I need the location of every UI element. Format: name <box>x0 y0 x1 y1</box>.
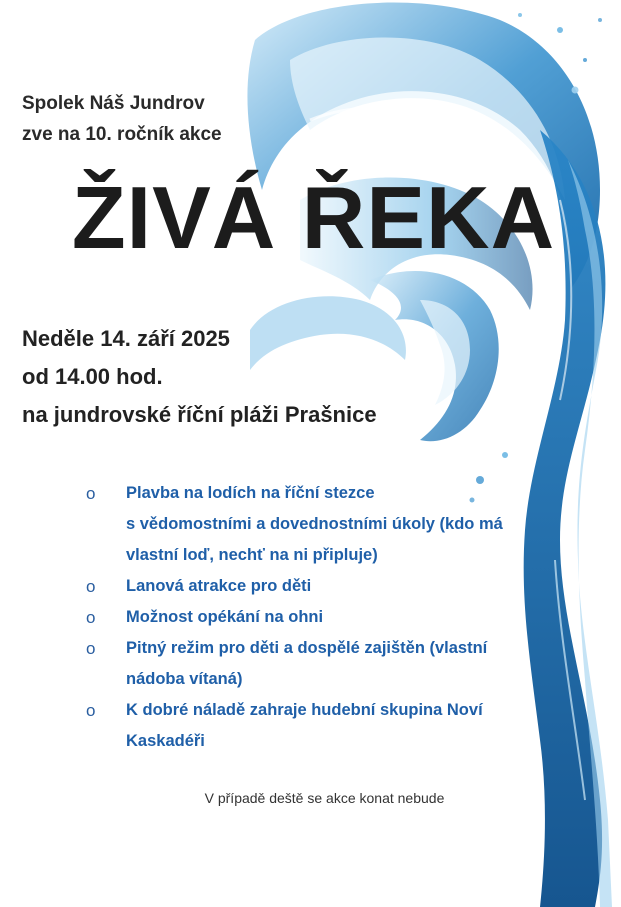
program-item <box>86 602 556 633</box>
program-item-line: nádoba vítaná) <box>126 670 243 688</box>
rain-note: V případě deště se akce konat nebude <box>204 790 445 806</box>
event-time: od 14.00 hod. <box>22 364 163 389</box>
program-item <box>86 633 556 695</box>
program-item-line: Lanová atrakce pro děti <box>126 577 312 595</box>
program-item-line: Pitný režim pro děti a dospělé zajištěn (vlastní <box>126 639 488 657</box>
invitation-line: zve na 10. ročník akce <box>22 124 222 145</box>
bullet-icon: o <box>86 608 96 627</box>
bullet-icon: o <box>86 701 96 720</box>
event-place: na jundrovské říční pláži Prašnice <box>22 402 377 427</box>
bullet-icon: o <box>86 484 96 503</box>
program-item <box>86 695 556 757</box>
event-details <box>22 320 377 434</box>
program-item-line: K dobré náladě zahraje hudební skupina Noví <box>126 701 483 719</box>
program-item-line: Plavba na lodích na říční stezce <box>126 484 375 502</box>
event-title: ŽIVÁ ŘEKA <box>71 168 556 267</box>
program-item <box>86 571 556 602</box>
program-list <box>86 478 556 757</box>
program-item-line: Možnost opékání na ohni <box>126 608 324 626</box>
organizer-intro <box>22 88 222 150</box>
event-date: Neděle 14. září 2025 <box>22 326 230 351</box>
program-item-line: Kaskadéři <box>126 732 205 750</box>
program-item <box>86 478 556 571</box>
program-item-line: s vědomostními a dovednostními úkoly (kdo má <box>126 515 503 533</box>
program-item-line: vlastní loď, nechť na ni připluje) <box>126 546 378 564</box>
bullet-icon: o <box>86 639 96 658</box>
organizer-line: Spolek Náš Jundrov <box>22 93 205 114</box>
bullet-icon: o <box>86 577 96 596</box>
